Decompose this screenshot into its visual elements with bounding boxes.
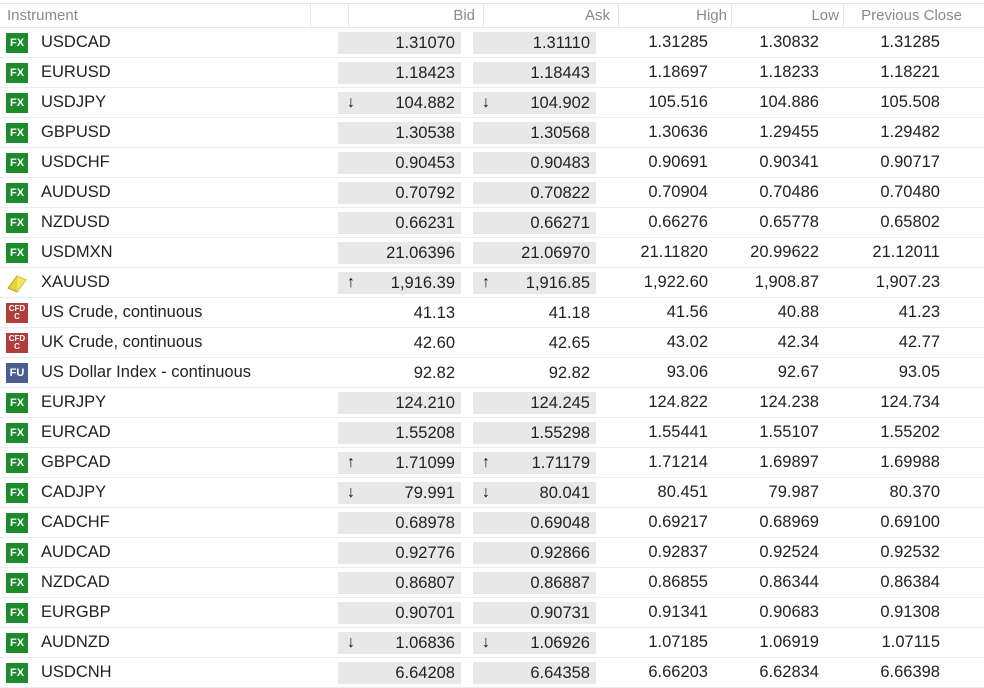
instrument-name[interactable]: USDMXN bbox=[41, 243, 113, 261]
fx-icon: FX bbox=[6, 663, 28, 683]
ask-value: 0.66271 bbox=[530, 213, 590, 232]
low-value: 92.67 bbox=[777, 363, 819, 381]
bid-value: 0.92776 bbox=[395, 543, 455, 562]
table-row[interactable] bbox=[0, 118, 984, 148]
bid-price-cell[interactable] bbox=[338, 662, 461, 684]
fx-icon: FX bbox=[6, 423, 28, 443]
bid-price-cell[interactable] bbox=[338, 92, 461, 114]
previous-close-value: 1.07115 bbox=[881, 633, 940, 651]
quote-table bbox=[0, 3, 984, 688]
ask-price-cell[interactable] bbox=[473, 362, 596, 384]
table-row[interactable] bbox=[0, 298, 984, 328]
bid-price-cell[interactable] bbox=[338, 32, 461, 54]
bid-value: 124.210 bbox=[395, 393, 455, 412]
table-row[interactable] bbox=[0, 598, 984, 628]
low-value: 0.68969 bbox=[759, 513, 819, 531]
low-value: 0.65778 bbox=[759, 213, 819, 231]
bid-value: 1.18423 bbox=[395, 63, 455, 82]
instrument-name[interactable]: AUDUSD bbox=[41, 183, 111, 201]
ask-price-cell[interactable] bbox=[473, 242, 596, 264]
instrument-name[interactable]: EURGBP bbox=[41, 603, 111, 621]
arrow-up-icon: ↑ bbox=[347, 453, 355, 471]
previous-close-value: 0.90717 bbox=[880, 153, 940, 171]
bid-price-cell[interactable] bbox=[338, 152, 461, 174]
bid-value: 42.60 bbox=[413, 333, 455, 352]
ask-price-cell[interactable] bbox=[473, 62, 596, 84]
ask-value: 0.86887 bbox=[530, 573, 590, 592]
bid-price-cell[interactable] bbox=[338, 242, 461, 264]
ask-price-cell[interactable] bbox=[473, 542, 596, 564]
arrow-down-icon: ↓ bbox=[347, 633, 355, 651]
previous-close-value: 93.05 bbox=[898, 363, 940, 381]
column-header-instrument[interactable]: Instrument bbox=[0, 4, 311, 27]
ask-price-cell[interactable] bbox=[473, 92, 596, 114]
high-value: 0.86855 bbox=[648, 573, 708, 591]
ask-price-cell[interactable] bbox=[473, 422, 596, 444]
ask-value: 1.30568 bbox=[530, 123, 590, 142]
ask-value: 1.18443 bbox=[530, 63, 590, 82]
ask-price-cell[interactable] bbox=[473, 512, 596, 534]
bid-price-cell[interactable] bbox=[338, 422, 461, 444]
arrow-down-icon: ↓ bbox=[482, 93, 490, 111]
table-row[interactable] bbox=[0, 448, 984, 478]
gold-bar-icon bbox=[6, 273, 28, 293]
column-header-low[interactable]: Low bbox=[732, 4, 844, 27]
fx-icon: FX bbox=[6, 633, 28, 653]
high-value: 0.70904 bbox=[648, 183, 708, 201]
high-value: 6.66203 bbox=[648, 663, 708, 681]
low-value: 104.886 bbox=[759, 93, 819, 111]
bid-value: 0.66231 bbox=[395, 213, 455, 232]
low-value: 42.34 bbox=[777, 333, 819, 351]
bid-value: 41.13 bbox=[413, 303, 455, 322]
bid-price-cell[interactable] bbox=[338, 362, 461, 384]
instrument-name[interactable]: NZDUSD bbox=[41, 213, 110, 231]
table-row[interactable] bbox=[0, 328, 984, 358]
previous-close-value: 0.65802 bbox=[880, 213, 940, 231]
bid-value: 21.06396 bbox=[386, 243, 455, 262]
table-header bbox=[0, 3, 984, 28]
previous-close-value: 80.370 bbox=[889, 483, 940, 501]
bid-price-cell[interactable] bbox=[338, 602, 461, 624]
previous-close-value: 0.69100 bbox=[880, 513, 940, 531]
high-value: 105.516 bbox=[648, 93, 708, 111]
previous-close-value: 0.86384 bbox=[880, 573, 940, 591]
low-value: 0.70486 bbox=[759, 183, 819, 201]
ask-price-cell[interactable] bbox=[473, 122, 596, 144]
instrument-name[interactable]: USDCNH bbox=[41, 663, 112, 681]
table-row[interactable] bbox=[0, 208, 984, 238]
arrow-down-icon: ↓ bbox=[482, 633, 490, 651]
table-row[interactable] bbox=[0, 358, 984, 388]
ask-value: 21.06970 bbox=[521, 243, 590, 262]
bid-value: 104.882 bbox=[395, 93, 455, 112]
table-row[interactable] bbox=[0, 58, 984, 88]
high-value: 124.822 bbox=[648, 393, 708, 411]
cfd-icon bbox=[6, 333, 28, 353]
fx-icon: FX bbox=[6, 543, 28, 563]
table-row[interactable] bbox=[0, 238, 984, 268]
instrument-name[interactable]: EURJPY bbox=[41, 393, 107, 411]
fx-icon: FX bbox=[6, 93, 28, 113]
low-value: 20.99622 bbox=[750, 243, 819, 261]
high-value: 80.451 bbox=[657, 483, 708, 501]
bid-value: 1.55208 bbox=[395, 423, 455, 442]
previous-close-value: 1.31285 bbox=[880, 33, 940, 51]
ask-value: 0.70822 bbox=[530, 183, 590, 202]
fx-icon: FX bbox=[6, 63, 28, 83]
arrow-up-icon: ↑ bbox=[482, 273, 490, 291]
low-value: 1.18233 bbox=[759, 63, 819, 81]
ask-price-cell[interactable] bbox=[473, 572, 596, 594]
instrument-name[interactable]: CADCHF bbox=[41, 513, 110, 531]
bid-price-cell[interactable] bbox=[338, 212, 461, 234]
ask-value: 80.041 bbox=[539, 483, 590, 502]
low-value: 0.92524 bbox=[759, 543, 819, 561]
arrow-down-icon: ↓ bbox=[347, 93, 355, 111]
low-value: 0.90683 bbox=[759, 603, 819, 621]
bid-value: 92.82 bbox=[413, 363, 455, 382]
ask-value: 41.18 bbox=[548, 303, 590, 322]
bid-value: 6.64208 bbox=[395, 663, 455, 682]
bid-value: 1.30538 bbox=[395, 123, 455, 142]
fx-icon: FX bbox=[6, 183, 28, 203]
low-value: 6.62834 bbox=[759, 663, 819, 681]
previous-close-value: 21.12011 bbox=[872, 243, 940, 261]
instrument-name[interactable]: GBPUSD bbox=[41, 123, 111, 141]
fx-icon: FX bbox=[6, 393, 28, 413]
bid-price-cell[interactable] bbox=[338, 182, 461, 204]
ask-price-cell[interactable] bbox=[473, 452, 596, 474]
bid-price-cell[interactable] bbox=[338, 542, 461, 564]
high-value: 1.71214 bbox=[648, 453, 708, 471]
bid-value: 1,916.39 bbox=[390, 273, 455, 292]
previous-close-value: 6.66398 bbox=[880, 663, 940, 681]
fx-icon: FX bbox=[6, 153, 28, 173]
column-header-previous-close[interactable]: Previous Close bbox=[861, 7, 962, 24]
bid-price-cell[interactable] bbox=[338, 332, 461, 354]
ask-value: 92.82 bbox=[548, 363, 590, 382]
column-header-bid[interactable]: Bid bbox=[349, 4, 484, 27]
previous-close-value: 41.23 bbox=[898, 303, 940, 321]
ask-price-cell[interactable] bbox=[473, 392, 596, 414]
arrow-up-icon: ↑ bbox=[347, 273, 355, 291]
high-value: 1.31285 bbox=[648, 33, 708, 51]
bid-value: 1.06836 bbox=[395, 633, 455, 652]
ask-value: 124.245 bbox=[530, 393, 590, 412]
column-header-ask[interactable]: Ask bbox=[484, 4, 619, 27]
ask-value: 1.55298 bbox=[530, 423, 590, 442]
previous-close-value: 0.91308 bbox=[880, 603, 940, 621]
instrument-name[interactable]: XAUUSD bbox=[41, 273, 110, 291]
instrument-name[interactable]: AUDCAD bbox=[41, 543, 111, 561]
table-row[interactable] bbox=[0, 568, 984, 598]
instrument-name[interactable]: UK Crude, continuous bbox=[41, 333, 203, 351]
table-row[interactable] bbox=[0, 268, 984, 298]
bid-value: 1.31070 bbox=[395, 33, 455, 52]
arrow-down-icon: ↓ bbox=[482, 483, 490, 501]
ask-price-cell[interactable] bbox=[473, 602, 596, 624]
low-value: 79.987 bbox=[768, 483, 819, 501]
table-row[interactable] bbox=[0, 658, 984, 688]
bid-price-cell[interactable] bbox=[338, 452, 461, 474]
fx-icon: FX bbox=[6, 453, 28, 473]
high-value: 93.06 bbox=[666, 363, 708, 381]
ask-price-cell[interactable] bbox=[473, 332, 596, 354]
ask-value: 42.65 bbox=[548, 333, 590, 352]
low-value: 1,908.87 bbox=[754, 273, 819, 291]
high-value: 1.07185 bbox=[648, 633, 708, 651]
high-value: 1.55441 bbox=[648, 423, 708, 441]
instrument-name[interactable]: US Crude, continuous bbox=[41, 303, 203, 321]
arrow-up-icon: ↑ bbox=[482, 453, 490, 471]
ask-value: 1.31110 bbox=[532, 33, 590, 52]
high-value: 1.30636 bbox=[648, 123, 708, 141]
bid-value: 0.70792 bbox=[395, 183, 455, 202]
low-value: 1.30832 bbox=[759, 33, 819, 51]
instrument-name[interactable]: EURUSD bbox=[41, 63, 111, 81]
fx-icon: FX bbox=[6, 243, 28, 263]
table-body bbox=[0, 28, 984, 688]
high-value: 43.02 bbox=[666, 333, 708, 351]
table-row[interactable] bbox=[0, 628, 984, 658]
high-value: 21.11820 bbox=[640, 243, 708, 261]
table-row[interactable] bbox=[0, 508, 984, 538]
bid-price-cell[interactable] bbox=[338, 572, 461, 594]
table-row[interactable] bbox=[0, 88, 984, 118]
ask-value: 1.71179 bbox=[531, 453, 590, 472]
table-row[interactable] bbox=[0, 418, 984, 448]
ask-value: 0.92866 bbox=[530, 543, 590, 562]
previous-close-value: 1,907.23 bbox=[875, 273, 940, 291]
bid-price-cell[interactable] bbox=[338, 302, 461, 324]
previous-close-value: 1.69988 bbox=[880, 453, 940, 471]
instrument-name[interactable]: USDCHF bbox=[41, 153, 110, 171]
high-value: 1,922.60 bbox=[643, 273, 708, 291]
column-header-high[interactable]: High bbox=[619, 4, 732, 27]
fx-icon: FX bbox=[6, 33, 28, 53]
bid-price-cell[interactable] bbox=[338, 62, 461, 84]
ask-price-cell[interactable] bbox=[473, 182, 596, 204]
futures-icon: FU bbox=[6, 363, 28, 383]
column-header-spacer bbox=[311, 4, 349, 27]
high-value: 0.69217 bbox=[648, 513, 708, 531]
previous-close-value: 1.55202 bbox=[880, 423, 940, 441]
previous-close-value: 124.734 bbox=[880, 393, 940, 411]
instrument-name[interactable]: USDJPY bbox=[41, 93, 107, 111]
high-value: 0.92837 bbox=[648, 543, 708, 561]
instrument-name[interactable]: CADJPY bbox=[41, 483, 107, 501]
ask-price-cell[interactable] bbox=[473, 152, 596, 174]
instrument-name[interactable]: US Dollar Index - continuous bbox=[41, 363, 252, 381]
fx-icon: FX bbox=[6, 513, 28, 533]
instrument-name[interactable]: AUDNZD bbox=[41, 633, 110, 651]
fx-icon: FX bbox=[6, 483, 28, 503]
ask-price-cell[interactable] bbox=[473, 212, 596, 234]
instrument-name[interactable]: EURCAD bbox=[41, 423, 111, 441]
fx-icon: FX bbox=[6, 573, 28, 593]
bid-value: 0.90453 bbox=[395, 153, 455, 172]
bid-value: 0.90701 bbox=[395, 603, 455, 622]
instrument-name[interactable]: USDCAD bbox=[41, 33, 111, 51]
fx-icon: FX bbox=[6, 123, 28, 143]
previous-close-value: 105.508 bbox=[880, 93, 940, 111]
fx-icon: FX bbox=[6, 603, 28, 623]
low-value: 0.90341 bbox=[759, 153, 819, 171]
ask-value: 0.90483 bbox=[530, 153, 590, 172]
low-value: 1.69897 bbox=[759, 453, 819, 471]
low-value: 1.29455 bbox=[759, 123, 819, 141]
low-value: 1.55107 bbox=[759, 423, 819, 441]
fx-icon: FX bbox=[6, 213, 28, 233]
table-row[interactable] bbox=[0, 178, 984, 208]
low-value: 40.88 bbox=[777, 303, 819, 321]
cfd-icon bbox=[6, 303, 28, 323]
high-value: 0.66276 bbox=[648, 213, 708, 231]
ask-price-cell[interactable] bbox=[473, 302, 596, 324]
bid-value: 1.71099 bbox=[395, 453, 455, 472]
cfd-icon-top: CFD bbox=[8, 333, 26, 343]
low-value: 1.06919 bbox=[759, 633, 819, 651]
table-row[interactable] bbox=[0, 538, 984, 568]
ask-price-cell[interactable] bbox=[473, 272, 596, 294]
previous-close-value: 0.92532 bbox=[880, 543, 940, 561]
previous-close-value: 0.70480 bbox=[880, 183, 940, 201]
ask-price-cell[interactable] bbox=[473, 632, 596, 654]
ask-price-cell[interactable] bbox=[473, 32, 596, 54]
high-value: 41.56 bbox=[666, 303, 708, 321]
bid-price-cell[interactable] bbox=[338, 122, 461, 144]
ask-value: 1.06926 bbox=[530, 633, 590, 652]
table-row[interactable] bbox=[0, 388, 984, 418]
cfd-icon-bottom: C bbox=[14, 311, 20, 321]
previous-close-value: 42.77 bbox=[898, 333, 940, 351]
bid-value: 79.991 bbox=[404, 483, 455, 502]
bid-value: 0.68978 bbox=[395, 513, 455, 532]
bid-price-cell[interactable] bbox=[338, 482, 461, 504]
bid-price-cell[interactable] bbox=[338, 272, 461, 294]
ask-value: 6.64358 bbox=[530, 663, 590, 682]
low-value: 0.86344 bbox=[759, 573, 819, 591]
arrow-down-icon: ↓ bbox=[347, 483, 355, 501]
instrument-name[interactable]: NZDCAD bbox=[41, 573, 110, 591]
ask-value: 0.69048 bbox=[530, 513, 590, 532]
ask-price-cell[interactable] bbox=[473, 662, 596, 684]
ask-value: 104.902 bbox=[530, 93, 590, 112]
ask-price-cell[interactable] bbox=[473, 482, 596, 504]
bid-value: 0.86807 bbox=[395, 573, 455, 592]
table-row[interactable] bbox=[0, 148, 984, 178]
ask-value: 1,916.85 bbox=[525, 273, 590, 292]
table-row[interactable] bbox=[0, 478, 984, 508]
previous-close-value: 1.18221 bbox=[880, 63, 940, 81]
high-value: 0.90691 bbox=[648, 153, 708, 171]
cfd-icon-bottom: C bbox=[14, 341, 20, 351]
cfd-icon-top: CFD bbox=[8, 303, 26, 313]
bid-price-cell[interactable] bbox=[338, 512, 461, 534]
high-value: 1.18697 bbox=[648, 63, 708, 81]
instrument-name[interactable]: GBPCAD bbox=[41, 453, 111, 471]
bid-price-cell[interactable] bbox=[338, 632, 461, 654]
low-value: 124.238 bbox=[759, 393, 819, 411]
previous-close-value: 1.29482 bbox=[880, 123, 940, 141]
ask-value: 0.90731 bbox=[530, 603, 590, 622]
high-value: 0.91341 bbox=[648, 603, 708, 621]
bid-price-cell[interactable] bbox=[338, 392, 461, 414]
table-row[interactable] bbox=[0, 28, 984, 58]
